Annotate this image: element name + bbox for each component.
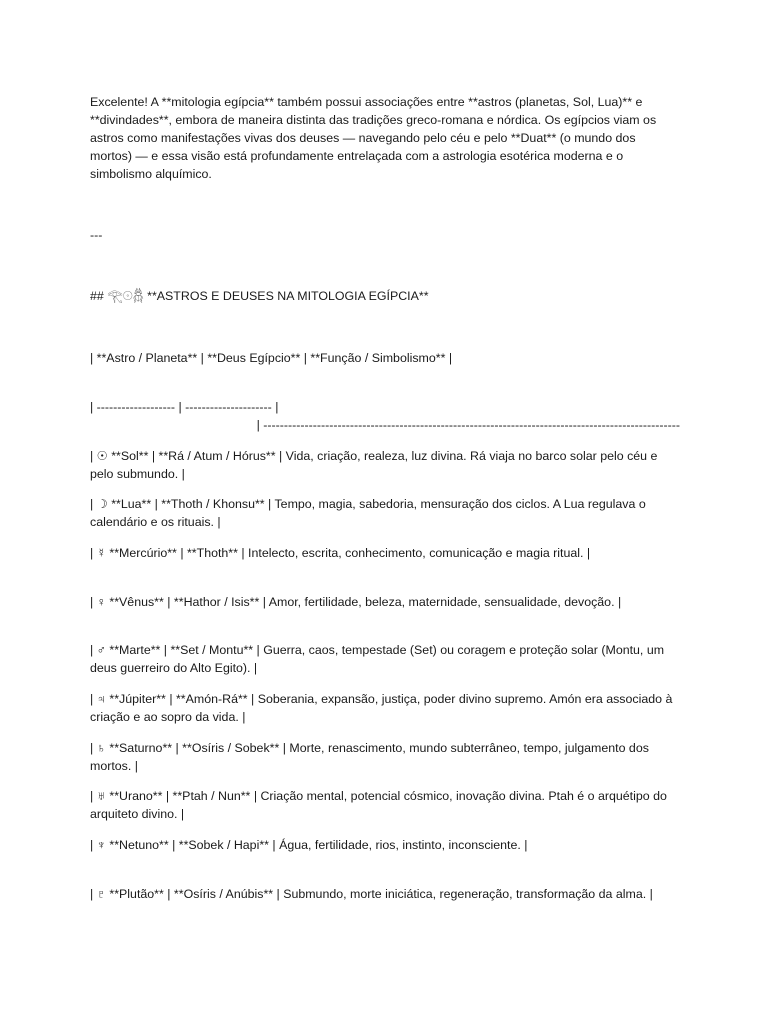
table-row-plutao: | ♇ **Plutão** | **Osíris / Anúbis** | Submundo, morte iniciática, regeneração, transformação da alma. | xyxy=(90,887,653,901)
table-row-sol: | ☉ **Sol** | **Rá / Atum / Hórus** | Vida, criação, realeza, luz divina. Rá viaja no barco solar pelo céu e pelo submundo. | xyxy=(90,449,658,481)
table-row-jupiter: | ♃ **Júpiter** | **Amón-Rá** | Soberania, expansão, justiça, poder divino supremo. Amón era associado à criação e ao sopro da vida. | xyxy=(90,692,673,724)
section-heading: ## 𓂀𓇳𓆣 **ASTROS E DEUSES NA MITOLOGIA EGÍPCIA** xyxy=(90,289,429,303)
table-row-urano: | ♅ **Urano** | **Ptah / Nun** | Criação mental, potencial cósmico, inovação divina. Ptah é o arquétipo do arquiteto divino. | xyxy=(90,789,667,821)
horizontal-rule-markdown: --- xyxy=(90,228,103,242)
table-header-row: | **Astro / Planeta** | **Deus Egípcio** | **Função / Simbolismo** | xyxy=(90,351,453,365)
table-divider-line: | ------------------- | --------------------- | xyxy=(90,400,279,414)
table-row-mercurio: | ☿ **Mercúrio** | **Thoth** | Intelecto, escrita, conhecimento, comunicação e magia ritual. | xyxy=(90,546,591,560)
intro-paragraph: Excelente! A **mitologia egípcia** também possui associações entre **astros (planetas, Sol, Lua)** e **divindades**, embora de maneira distinta das tradições greco-romana e nórdica. Os egípcios viam os astros como manifestações vivas dos deuses — navegando pelo céu e pelo **Duat** (o mundo dos mortos) — e essa visão está profundamente entrelaçada com a astrologia esotérica moderna e o simbolismo alquímico. xyxy=(90,95,657,181)
table-row-saturno: | ♄ **Saturno** | **Osíris / Sobek** | Morte, renascimento, mundo subterrâneo, tempo, julgamento dos mortos. | xyxy=(90,741,649,773)
table-row-venus: | ♀ **Vênus** | **Hathor / Isis** | Amor, fertilidade, beleza, maternidade, sensualidade, devoção. | xyxy=(90,595,622,609)
table-row-netuno: | ♆ **Netuno** | **Sobek / Hapi** | Água, fertilidade, rios, instinto, inconsciente. | xyxy=(90,838,528,852)
table-divider-line-continued: ----------------------------------------------------------------------------------------------------- | xyxy=(256,418,680,432)
table-row-marte: | ♂ **Marte** | **Set / Montu** | Guerra, caos, tempestade (Set) ou coragem e proteção solar (Montu, um deus guerreiro do Alto Egito). | xyxy=(90,643,665,675)
table-row-lua: | ☽ **Lua** | **Thoth / Khonsu** | Tempo, magia, sabedoria, mensuração dos ciclos. A Lua regulava o calendário e os rituais. | xyxy=(90,497,646,529)
